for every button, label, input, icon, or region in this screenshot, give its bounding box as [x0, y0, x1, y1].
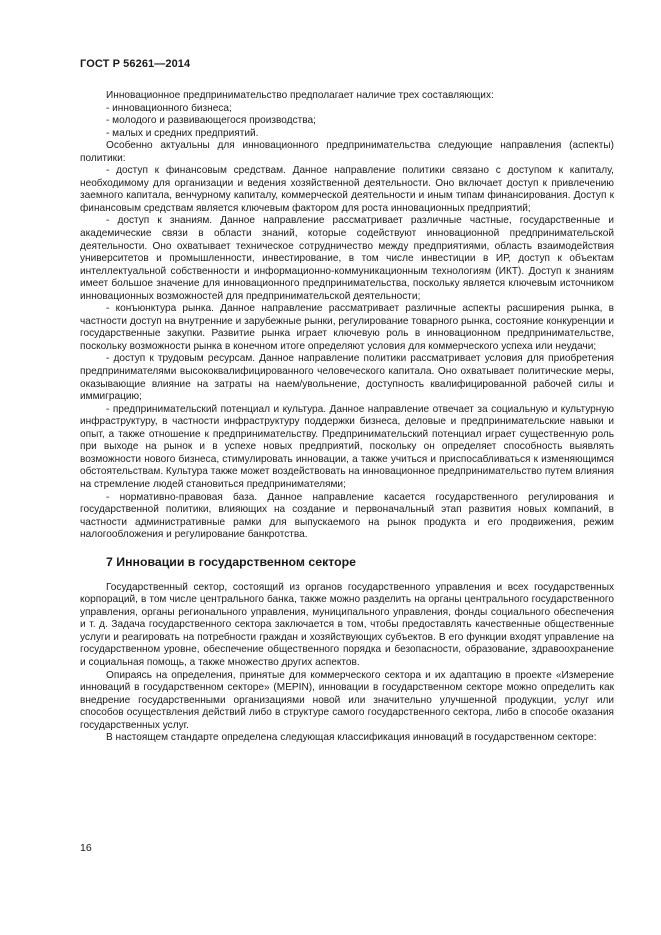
section-7-paragraph: В настоящем стандарте определена следующая классификация инноваций в государственном секторе:	[106, 732, 597, 744]
component-item: - инновационного бизнеса;	[106, 102, 232, 114]
page-number: 16	[80, 842, 92, 854]
directions-lead: Особенно актуальны для инновационного предпринимательства следующие направления (аспекты) политики:	[80, 140, 614, 164]
direction-labor: - доступ к трудовым ресурсам. Данное направление политики рассматривает условия для приобретения предпринимателями высококвалифицированного человеческого капитала. Оно охватывает политические меры, оказывающие влияние на затраты на наем/увольнение, доступность квалифицированной рабочей силы и иммиграцию;	[80, 353, 614, 403]
direction-culture: - предпринимательский потенциал и культура. Данное направление отвечает за социальную и культурную инфраструктуру, в частности инфраструктуру поддержки бизнеса, деловые и предпринимательские навыки и опыт, а также отношение к предпринимательству. Предпринимательский потенциал играет существенную роль при выходе на рынок и в успехе новых предприятий, поскольку он определяет способность выявлять возможности нового бизнеса, стимулировать инновации, а также учиться и приспосабливаться к изменяющимся обстоятельствам. Культура также может воздействовать на инновационное предпринимательство путем влияния на стремление людей становиться предпринимателями;	[80, 403, 615, 490]
direction-market: - конъюнктура рынка. Данное направление рассматривает различные аспекты расширения рынка, в частности доступ на внутренние и зарубежные рынки, регулирование товарного рынка, состояние конкуренции и государственные закупки. Развитие рынка играет ключевую роль в инновационном предпринимательстве, поскольку возможности рынка в конечном итоге определяют условия для коммерческого успеха или неудачи;	[80, 303, 614, 352]
document-header: ГОСТ Р 56261—2014	[80, 58, 191, 70]
direction-knowledge: - доступ к знаниям. Данное направление рассматривает различные частные, государственные и академические связи в области знаний, которые содействуют инновационной предпринимательской деятельности. Оно охватывает техническое сотрудничество между предприятиями, область взаимодействия университетов и промышленности, инвестирование, в том числе инвестиции в ИР, доступ к объектам интеллектуальной собственности и информационно-коммуникационным технологиям (ИКТ). Доступ к знаниям имеет большое значение для инновационного предпринимательства, поскольку является ключевым источником инновационных возможностей для предпринимательской деятельности;	[80, 215, 614, 302]
section-7-paragraph: Государственный сектор, состоящий из органов государственного управления и всех государственных корпораций, в том числе центрального банка, также можно разделить на органы центрального государственного управления, органы регионального управления, муниципального управления, фонды социального обеспечения и т. д. Задача государственного сектора заключается в том, чтобы предоставлять качественные общественные услуги и реагировать на потребности граждан и хозяйствующих субъектов. В его функции входят управление на государственном уровне, обеспечение общественного порядка и безопасности, образование, здравоохранение и социальная помощь, а также множество других аспектов.	[80, 581, 614, 668]
direction-finance: - доступ к финансовым средствам. Данное направление политики связано с доступом к капиталу, необходимому для организации и ведения хозяйственной деятельности. Оно включает доступ к привлечению заемного капитала, венчурному капиталу, коммерческой деятельности и иным типам финансирования. Доступ к финансовым средствам является ключевым фактором для роста инновационных предприятий;	[80, 165, 614, 214]
section-7-title: 7 Инновации в государственном секторе	[106, 554, 356, 569]
component-item: - молодого и развивающегося производства;	[106, 115, 316, 127]
page-body	[80, 90, 614, 745]
section-7-paragraph: Опираясь на определения, принятые для коммерческого сектора и их адаптацию в проекте «Измерение инноваций в государственном секторе» (MEPIN), инновации в государственном секторе можно определить как внедрение государственными организациями новой или значительно улучшенной продукции, услуг или способов осуществления действий либо в структуре самого государственного сектора, либо в способе оказания государственных услуг.	[80, 669, 614, 731]
component-item: - малых и средних предприятий.	[106, 127, 259, 139]
direction-regulation: - нормативно-правовая база. Данное направление касается государственного регулирования и государственной политики, влияющих на создание и первоначальный этап развития новых компаний, в частности административные рамки для выпускаемого на рынок продукта и его продвижения, режим налогообложения и регулирование банкротства.	[80, 491, 614, 541]
intro-lead: Инновационное предпринимательство предполагает наличие трех составляющих:	[106, 90, 494, 101]
